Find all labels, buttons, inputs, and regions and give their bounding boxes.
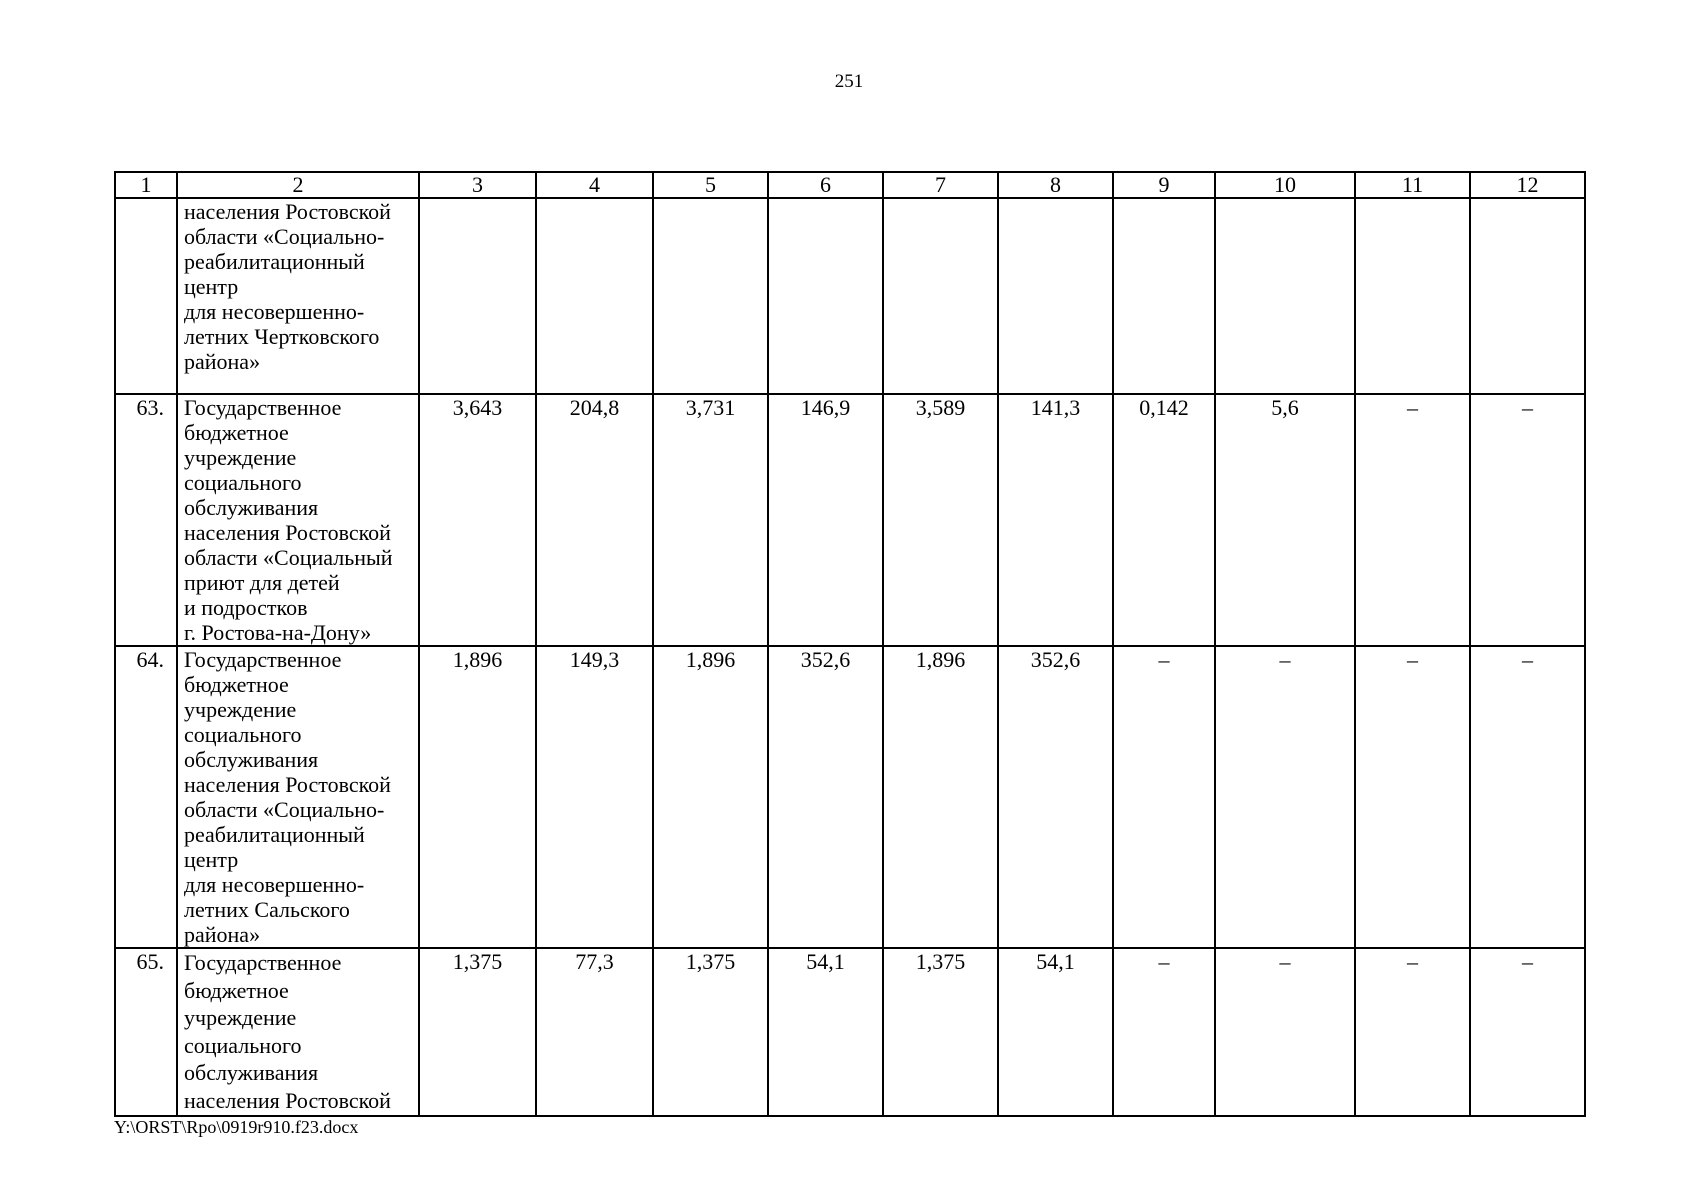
value-cell xyxy=(1470,198,1585,394)
name-line: центр xyxy=(184,847,239,872)
name-line: бюджетное xyxy=(184,420,289,445)
value-cell xyxy=(653,198,768,394)
value-cell xyxy=(883,198,998,394)
name-line: бюджетное xyxy=(184,977,289,1003)
value-cell: – xyxy=(1355,646,1470,948)
name-line: учреждение xyxy=(184,1005,297,1031)
name-line: приют для детей xyxy=(184,570,340,595)
value-cell: 1,896 xyxy=(653,646,768,948)
value-cell: – xyxy=(1113,646,1215,948)
value-cell: 54,1 xyxy=(998,948,1113,1116)
column-header: 10 xyxy=(1215,172,1355,198)
value-cell: – xyxy=(1470,646,1585,948)
value-cell: 1,375 xyxy=(653,948,768,1116)
name-line: обслуживания xyxy=(184,1060,319,1086)
column-header: 1 xyxy=(115,172,177,198)
name-line: населения Ростовской xyxy=(184,520,391,545)
value-cell xyxy=(536,198,653,394)
institution-name xyxy=(177,198,419,394)
name-line: учреждение xyxy=(184,697,297,722)
name-line: области «Социально- xyxy=(184,224,385,249)
column-header: 11 xyxy=(1355,172,1470,198)
name-line: бюджетное xyxy=(184,672,289,697)
value-cell: – xyxy=(1355,948,1470,1116)
name-line: реабилитационный xyxy=(184,249,365,274)
row-number: 63. xyxy=(115,394,177,646)
footer-file-path: Y:\ORST\Rpo\0919r910.f23.docx xyxy=(114,1117,359,1137)
header-row xyxy=(115,172,1585,198)
value-cell xyxy=(1113,198,1215,394)
value-cell: 141,3 xyxy=(998,394,1113,646)
value-cell: 3,589 xyxy=(883,394,998,646)
value-cell: 146,9 xyxy=(768,394,883,646)
table-row xyxy=(115,198,1585,394)
column-header: 6 xyxy=(768,172,883,198)
column-header: 4 xyxy=(536,172,653,198)
column-header: 5 xyxy=(653,172,768,198)
name-line: населения Ростовской xyxy=(184,199,391,224)
value-cell: – xyxy=(1215,646,1355,948)
name-line: района» xyxy=(184,349,261,374)
value-cell: 77,3 xyxy=(536,948,653,1116)
value-cell xyxy=(1215,198,1355,394)
value-cell: 204,8 xyxy=(536,394,653,646)
value-cell: 1,375 xyxy=(883,948,998,1116)
institution-name xyxy=(177,948,419,1116)
name-line: области «Социально- xyxy=(184,797,385,822)
name-line: области «Социальный xyxy=(184,545,393,570)
name-line: для несовершенно- xyxy=(184,299,365,324)
value-cell: 3,731 xyxy=(653,394,768,646)
name-line: социального xyxy=(184,1032,302,1058)
name-line: г. Ростова-на-Дону» xyxy=(184,620,372,645)
value-cell: 5,6 xyxy=(1215,394,1355,646)
value-cell: 1,375 xyxy=(419,948,536,1116)
name-line: Государственное xyxy=(184,647,342,672)
page-number: 251 xyxy=(834,71,864,92)
value-cell: 149,3 xyxy=(536,646,653,948)
name-line: социального xyxy=(184,722,302,747)
table-row xyxy=(115,394,1585,646)
column-header: 9 xyxy=(1113,172,1215,198)
value-cell xyxy=(419,198,536,394)
name-line: для несовершенно- xyxy=(184,872,365,897)
value-cell xyxy=(998,198,1113,394)
row-number: 64. xyxy=(115,646,177,948)
name-line: Государственное xyxy=(184,950,342,975)
name-line: обслуживания xyxy=(184,747,319,772)
name-line: летних Сальского xyxy=(184,897,350,922)
column-header: 2 xyxy=(177,172,419,198)
value-cell: – xyxy=(1470,948,1585,1116)
name-line: учреждение xyxy=(184,445,297,470)
name-line: социального xyxy=(184,470,302,495)
value-cell: – xyxy=(1470,394,1585,646)
name-line: реабилитационный xyxy=(184,822,365,847)
row-number: 65. xyxy=(115,948,177,1116)
column-header: 3 xyxy=(419,172,536,198)
value-cell: – xyxy=(1215,948,1355,1116)
value-cell: – xyxy=(1113,948,1215,1116)
value-cell: 1,896 xyxy=(419,646,536,948)
table-row xyxy=(115,646,1585,948)
value-cell: 352,6 xyxy=(998,646,1113,948)
name-line: населения Ростовской xyxy=(184,772,391,797)
name-line: населения Ростовской xyxy=(184,1087,391,1113)
institution-name xyxy=(177,394,419,646)
value-cell: 54,1 xyxy=(768,948,883,1116)
column-header: 12 xyxy=(1470,172,1585,198)
value-cell xyxy=(768,198,883,394)
name-line: обслуживания xyxy=(184,495,319,520)
value-cell: 3,643 xyxy=(419,394,536,646)
column-header: 8 xyxy=(998,172,1113,198)
row-number xyxy=(115,198,177,394)
name-line: и подростков xyxy=(184,595,308,620)
column-header: 7 xyxy=(883,172,998,198)
name-line: центр xyxy=(184,274,239,299)
value-cell: 352,6 xyxy=(768,646,883,948)
name-line: летних Чертковского xyxy=(184,324,380,349)
table-row xyxy=(115,948,1585,1116)
institution-name xyxy=(177,646,419,948)
value-cell: 0,142 xyxy=(1113,394,1215,646)
value-cell: 1,896 xyxy=(883,646,998,948)
value-cell xyxy=(1355,198,1470,394)
name-line: Государственное xyxy=(184,395,342,420)
data-table xyxy=(114,171,1586,1117)
value-cell: – xyxy=(1355,394,1470,646)
name-line: района» xyxy=(184,922,261,947)
